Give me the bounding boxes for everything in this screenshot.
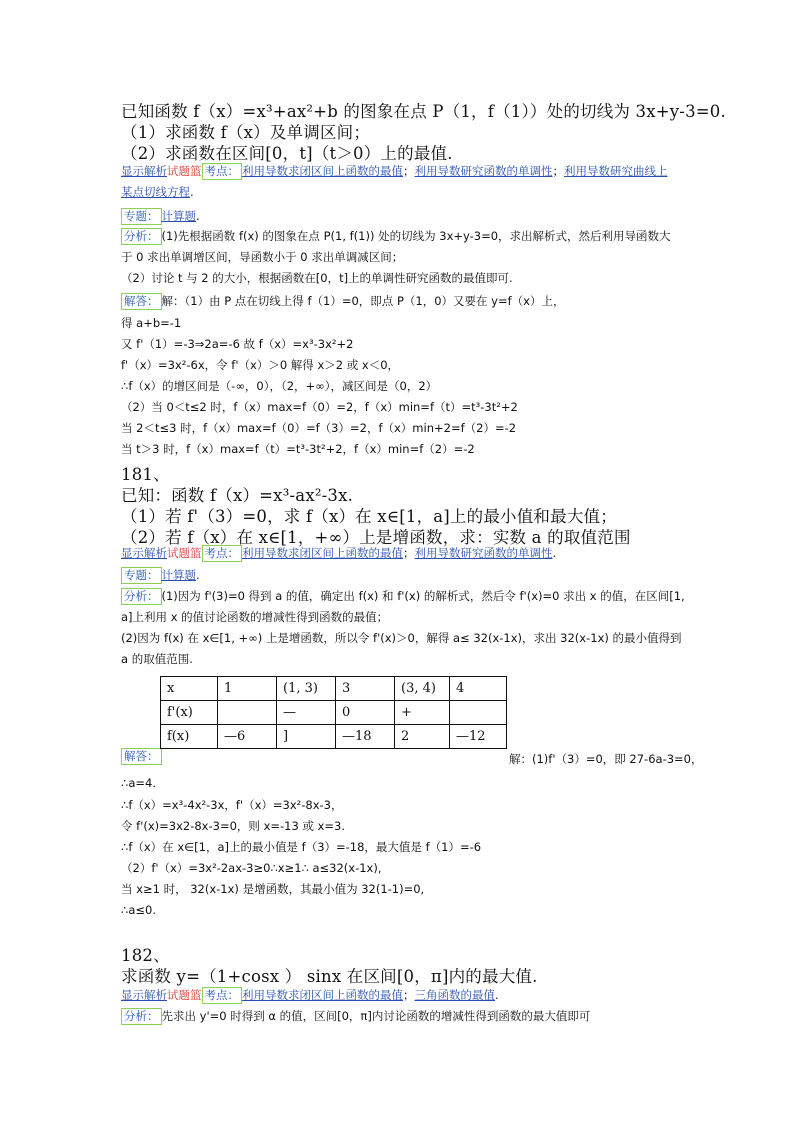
kaodian2-link-2[interactable]: 利用导数研究函数的单调性 <box>414 546 553 560</box>
table-cell: 2 <box>395 725 450 749</box>
solution-2-line1: ∴a=4. <box>121 776 156 790</box>
problem3-stem: 求函数 y=（1+cosx ） sinx 在区间[0，π]内的最大值. <box>121 967 538 986</box>
topic-link-2[interactable]: 计算题 <box>161 568 196 582</box>
kaodian3-link-2[interactable]: 三角函数的最值 <box>414 988 495 1002</box>
kaodian-link-2[interactable]: 利用导数研究函数的单调性 <box>414 164 553 178</box>
table-cell: ] <box>277 725 336 749</box>
solution-2-line4: ∴f（x）在 x∈[1，a]上的最小值是 f（3）=-18，最大值是 f（1）=-6 <box>121 840 482 854</box>
fenxi-tag-2: 分析： <box>121 588 162 605</box>
analysis-text-1a: (1)先根据函数 f(x) 的图象在点 P(1, f(1)) 处的切线为 3x+y-3=0，求出解析式，然后利用导函数大 <box>161 229 671 243</box>
problem2-number: 181、 <box>121 465 170 484</box>
problem1-stem: 已知函数 f（x）=x³+ax²+b 的图象在点 P（1，f（1））处的切线为 3x+y-3=0. <box>121 102 726 121</box>
table-cell: —12 <box>450 725 507 749</box>
analysis-text-2a: (1)因为 f'(3)=0 得到 a 的值，确定出 f(x) 和 f'(x) 的解析式，然后令 f'(x)=0 求出 x 的值，在区间[1, <box>161 589 685 603</box>
topic-row-2: 专题： 计算题. <box>121 567 200 584</box>
fenxi-tag: 分析： <box>121 228 162 245</box>
meta-row-3: 显示解析试题篮 考点： 利用导数求闭区间上函数的最值；三角函数的最值. <box>121 988 499 1002</box>
solution-1-line1: 解：（1）由 P 点在切线上得 f（1）=0，即点 P（1，0）又要在 y=f（x）上， <box>161 294 565 308</box>
analysis-text-1c: （2）讨论 t 与 2 的大小，根据函数在[0，t]上的单调性研究函数的最值即可. <box>121 271 513 285</box>
table-cell: x <box>161 677 218 701</box>
solution-2-line5: （2）f'（x）=3x²-2ax-3≥0∴x≥1∴ a≤32(x-1x), <box>121 861 382 875</box>
analysis-text-2b: a]上利用 x 的值讨论函数的增减性得到函数的最值； <box>121 610 389 624</box>
kaodian2-link-1[interactable]: 利用导数求闭区间上函数的最值 <box>242 546 403 560</box>
analysis-row-3 <box>121 1008 590 1025</box>
variation-table <box>160 676 507 749</box>
solution-2-line2: ∴f（x）=x³-4x²-3x，f'（x）=3x²-8x-3， <box>121 798 343 812</box>
solution-1-line6: （2）当 0＜t≤2 时，f（x）max=f（0）=2，f（x）min=f（t）=t³-3t²+2 <box>121 400 518 414</box>
jieda-tag: 解答： <box>121 293 162 310</box>
table-cell: f'(x) <box>161 701 218 725</box>
table-cell: 3 <box>336 677 395 701</box>
solution-2-line6: 当 x≥1 时， 32(x-1x) 是增函数，其最小值为 32(1-1)=0, <box>121 882 425 896</box>
table-cell: 0 <box>336 701 395 725</box>
zhuanti-tag-2: 专题： <box>121 567 162 584</box>
kaodian-link-3b[interactable]: 某点切线方程 <box>121 185 190 199</box>
solution-1-line3: 又 f'（1）=-3⇒2a=-6 故 f（x）=x³-3x²+2 <box>121 337 354 351</box>
table-cell: 4 <box>450 677 507 701</box>
topic-link-1[interactable]: 计算题 <box>161 209 196 223</box>
solution-2-head: 解：(1)f'（3）=0，即 27-6a-3=0， <box>509 752 703 766</box>
solution-1-line4: f'（x）=3x²-6x，令 f'（x）＞0 解得 x＞2 或 x＜0， <box>121 358 400 372</box>
table-cell: —6 <box>218 725 277 749</box>
table-cell: (1, 3) <box>277 677 336 701</box>
topic-row-1: 专题： 计算题. <box>121 208 200 225</box>
show-analysis-link-2[interactable]: 显示解析 <box>121 546 167 560</box>
question-bank-link-2[interactable]: 试题篮 <box>167 546 202 560</box>
analysis-text-2c: (2)因为 f(x) 在 x∈[1, +∞) 上是增函数，所以令 f'(x)＞0，解得 a≤ 32(x-1x)，求出 32(x-1x) 的最小值得到 <box>121 631 682 645</box>
analysis-text-2d: a 的取值范围. <box>121 652 193 666</box>
table-row <box>161 725 507 749</box>
show-analysis-link[interactable]: 显示解析 <box>121 164 167 178</box>
fenxi-tag-3: 分析： <box>121 1008 162 1025</box>
table-cell: —18 <box>336 725 395 749</box>
meta-row-2: 显示解析试题篮 考点： 利用导数求闭区间上函数的最值；利用导数研究函数的单调性. <box>121 546 557 560</box>
question-bank-link-3[interactable]: 试题篮 <box>167 988 202 1002</box>
question-bank-link[interactable]: 试题篮 <box>167 164 202 178</box>
analysis-row-2 <box>121 588 685 605</box>
solution-2-line7: ∴a≤0. <box>121 903 156 917</box>
solution-row-2 <box>121 748 162 765</box>
table-cell <box>218 701 277 725</box>
kaodian3-link-1[interactable]: 利用导数求闭区间上函数的最值 <box>242 988 403 1002</box>
kaodian-tag-2: 考点： <box>202 545 243 562</box>
analysis-text-3a: 先求出 y'=0 时得到 α 的值，区间[0，π]内讨论函数的增减性得到函数的最大值即可 <box>161 1009 591 1023</box>
solution-1-line8: 当 t＞3 时，f（x）max=f（t）=t³-3t²+2，f（x）min=f（2）=-2 <box>121 442 475 456</box>
problem2-q2: （2）若 f（x）在 x∈[1，+∞）上是增函数，求：实数 a 的取值范围 <box>121 528 631 547</box>
kaodian-tag: 考点： <box>202 163 243 180</box>
problem3-number: 182、 <box>121 946 170 965</box>
table-row <box>161 701 507 725</box>
solution-2-line3: 令 f'(x)=3x2-8x-3=0，则 x=-13 或 x=3. <box>121 819 346 833</box>
zhuanti-tag: 专题： <box>121 208 162 225</box>
problem1-q1: （1）求函数 f（x）及单调区间； <box>121 123 371 142</box>
table-cell <box>450 701 507 725</box>
kaodian-link-3[interactable]: 利用导数研究曲线上 <box>564 164 668 178</box>
kaodian-link-1[interactable]: 利用导数求闭区间上函数的最值 <box>242 164 403 178</box>
analysis-row-1 <box>121 228 671 245</box>
table-cell: + <box>395 701 450 725</box>
table-row <box>161 677 507 701</box>
analysis-text-1b: 于 0 求出单调增区间，导函数小于 0 求出单调减区间； <box>121 250 404 264</box>
table-cell: f(x) <box>161 725 218 749</box>
solution-1-line7: 当 2＜t≤3 时，f（x）max=f（0）=f（3）=2，f（x）min+2=f（2）=-2 <box>121 421 517 435</box>
problem2-stem: 已知：函数 f（x）=x³-ax²-3x. <box>121 486 354 505</box>
table-cell: (3, 4) <box>395 677 450 701</box>
solution-1-line5: ∴f（x）的增区间是（-∞，0），（2，+∞），减区间是（0，2） <box>121 379 438 393</box>
kaodian-tag-3: 考点： <box>202 987 243 1004</box>
meta-row-1b: 某点切线方程. <box>121 185 194 199</box>
solution-1-line2: 得 a+b=-1 <box>121 316 182 330</box>
solution-row-1 <box>121 293 564 310</box>
table-cell: — <box>277 701 336 725</box>
problem2-q1: （1）若 f'（3）=0，求 f（x）在 x∈[1，a]上的最小值和最大值； <box>121 507 617 526</box>
meta-row-1: 显示解析试题篮 考点： 利用导数求闭区间上函数的最值；利用导数研究函数的单调性；利用导数研究曲线上 <box>121 164 668 178</box>
problem1-q2: （2）求函数在区间[0，t]（t＞0）上的最值. <box>121 144 453 163</box>
table-cell: 1 <box>218 677 277 701</box>
jieda-tag-2: 解答： <box>121 748 162 765</box>
show-analysis-link-3[interactable]: 显示解析 <box>121 988 167 1002</box>
